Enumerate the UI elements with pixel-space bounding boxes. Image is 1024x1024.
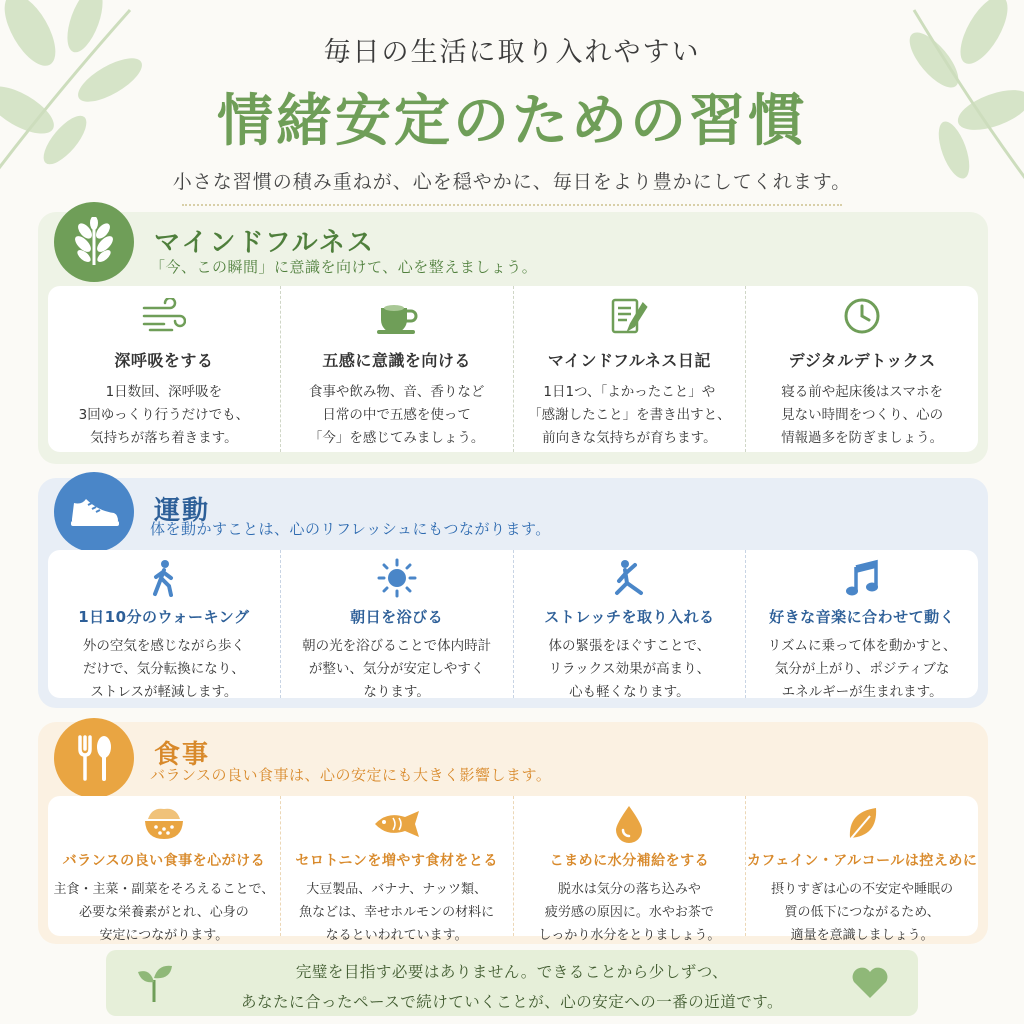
habit-card: [513, 550, 746, 698]
card-title: 好きな音楽に合わせて動く: [769, 608, 956, 626]
card-title: 五感に意識を向ける: [322, 351, 471, 370]
card-body: 食事や飲み物、音、香りなど 日常の中で五感を使って 「今」を感じてみましょう。: [308, 384, 485, 446]
card-title: カフェイン・アルコールは控えめに: [746, 853, 978, 869]
section-diet: [38, 722, 988, 944]
walking-person-icon: [48, 558, 280, 598]
rice-bowl-icon: [48, 804, 280, 844]
card-title: ストレッチを取り入れる: [544, 608, 715, 626]
habit-card: [280, 796, 513, 943]
card-title: マインドフルネス日記: [547, 351, 711, 370]
habit-card: [745, 286, 978, 452]
card-body: 1日数回、深呼吸を 3回ゆっくり行うだけでも、 気持ちが落ち着きます。: [78, 384, 250, 446]
music-note-icon: [746, 558, 978, 598]
section-title: 運動: [154, 496, 211, 526]
card-title: バランスの良い食事を心がける: [62, 853, 266, 869]
section-description: バランスの良い食事は、心の安定にも大きく影響します。: [150, 766, 552, 784]
herb-leaf-icon: [54, 202, 134, 282]
section-title: 食事: [154, 740, 211, 770]
header: [0, 30, 1024, 206]
card-body: 朝の光を浴びることで体内時計 が整い、気分が安定しやすく なります。: [302, 638, 492, 700]
card-row: [48, 796, 978, 943]
card-body: リズムに乗って体を動かすと、 気分が上がり、ポジティブな エネルギーが生まれます。: [767, 638, 957, 700]
card-title: 1日10分のウォーキング: [78, 608, 250, 626]
habit-card: [280, 286, 513, 452]
sneaker-icon: [54, 472, 134, 552]
footer-message: [106, 950, 918, 1016]
habit-card: [48, 286, 280, 452]
stretching-person-icon: [514, 558, 746, 598]
tea-cup-icon: [281, 294, 513, 338]
fork-spoon-icon: [54, 718, 134, 798]
heart-icon: [850, 966, 890, 1000]
footer-line-1: 完璧を目指す必要はありません。できることから少しずつ、: [295, 963, 729, 981]
wind-icon: [48, 294, 280, 338]
habit-card: [745, 796, 978, 943]
water-drop-icon: [514, 804, 746, 844]
sprout-icon: [134, 962, 174, 1004]
sun-icon: [281, 558, 513, 598]
clock-icon: [746, 294, 978, 338]
card-title: 朝日を浴びる: [350, 608, 444, 626]
habit-card: [48, 796, 280, 943]
card-title: デジタルデトックス: [788, 351, 936, 370]
card-title: こまめに水分補給をする: [549, 853, 710, 869]
fish-icon: [281, 804, 513, 844]
habit-card: [745, 550, 978, 698]
card-body: 主食・主菜・副菜をそろえることで、 必要な栄養素がとれ、心身の 安定につながります。: [53, 882, 275, 943]
card-title: 深呼吸をする: [114, 351, 214, 370]
card-body: 摂りすぎは心の不安定や睡眠の 質の低下につながるため、 適量を意識しましょう。: [771, 882, 954, 943]
card-title: セロトニンを増やす食材をとる: [295, 853, 498, 869]
card-body: 大豆製品、バナナ、ナッツ類、 魚などは、幸せホルモンの材料に なるといわれています。: [299, 882, 495, 943]
section-description: 体を動かすことは、心のリフレッシュにもつながります。: [150, 520, 551, 538]
page-subtitle: 小さな習慣の積み重ねが、心を穏やかに、毎日をより豊かにしてくれます。: [172, 171, 852, 193]
card-body: 外の空気を感じながら歩く だけで、気分転換になり、 ストレスが軽減します。: [82, 638, 245, 700]
habit-card: [513, 796, 746, 943]
habit-card: [280, 550, 513, 698]
habit-card: [513, 286, 746, 452]
header-kicker: 毎日の生活に取り入れやすい: [323, 37, 701, 68]
journal-pen-icon: [514, 294, 746, 338]
section-description: 「今、この瞬間」に意識を向けて、心を整えましょう。: [150, 258, 538, 276]
section-title: マインドフルネス: [154, 228, 375, 258]
card-row: [48, 550, 978, 698]
section-exercise: [38, 478, 988, 708]
card-row: [48, 286, 978, 452]
section-mindfulness: [38, 212, 988, 464]
card-body: 1日1つ、「よかったこと」や 「感謝したこと」を書き出すと、 前向きな気持ちが育ちます。: [528, 384, 731, 446]
footer-line-2: あなたに合ったペースで続けていくことが、心の安定への一番の近道です。: [241, 993, 783, 1011]
dotted-divider: [182, 204, 842, 206]
habit-card: [48, 550, 280, 698]
card-body: 脱水は気分の落ち込みや 疲労感の原因に。水やお茶で しっかり水分をとりましょう。: [538, 882, 721, 943]
card-body: 寝る前や起床後はスマホを 見ない時間をつくり、心の 情報過多を防ぎましょう。: [781, 384, 944, 446]
page-title: 情緒安定のための習慣: [217, 89, 807, 154]
card-body: 体の緊張をほぐすことで、 リラックス効果が高まり、 心も軽くなります。: [548, 638, 711, 700]
leaf-icon: [746, 804, 978, 844]
